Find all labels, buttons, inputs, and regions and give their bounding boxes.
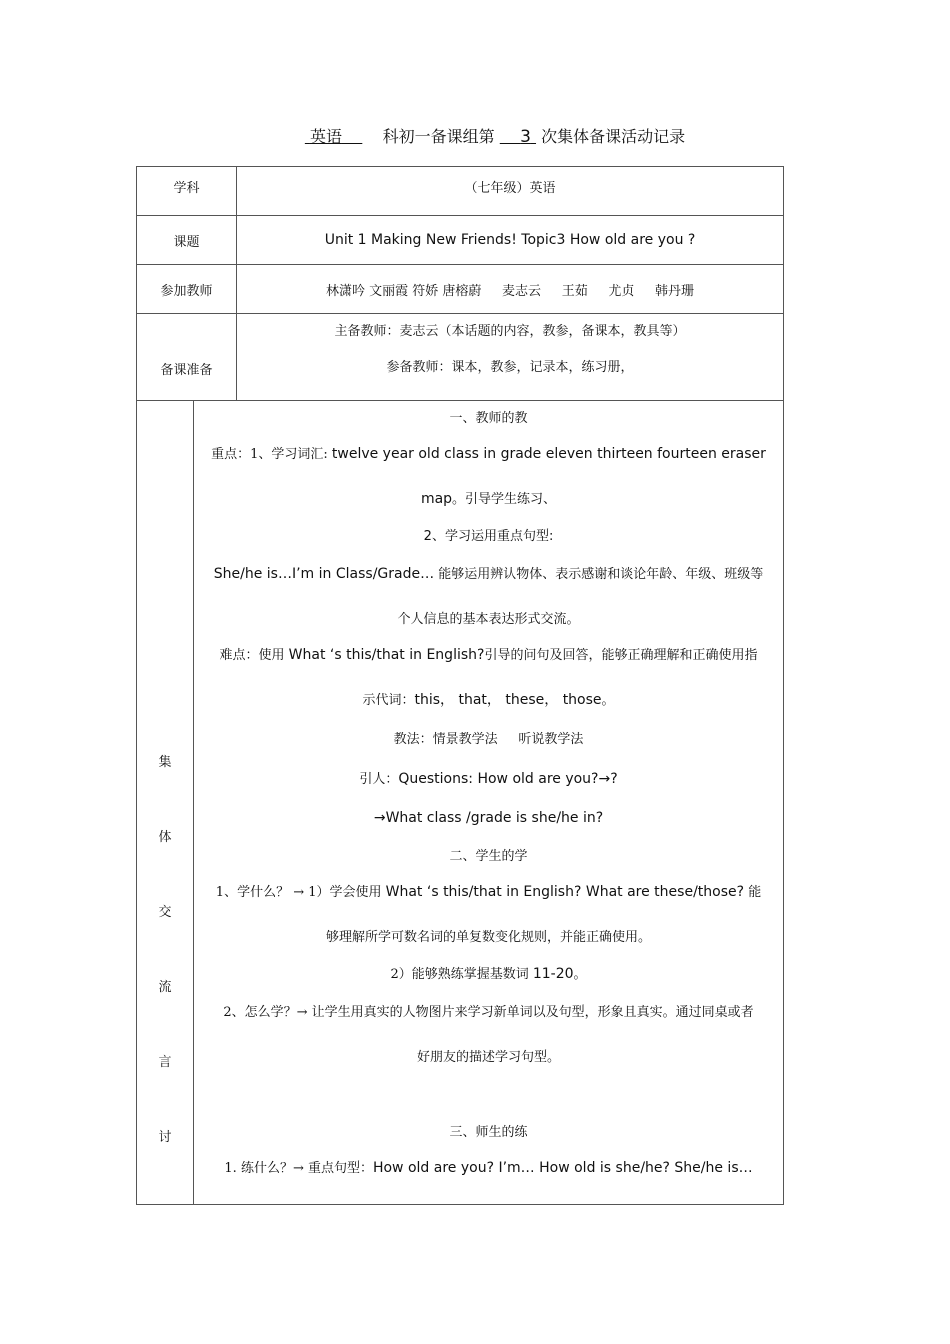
- learn-numbers: 2）能够熟练掌握基数词 11-20。: [390, 966, 587, 982]
- page-title: [0, 124, 950, 147]
- subject-label: 学科: [137, 167, 237, 216]
- subject-value: （七年级）英语: [237, 167, 784, 216]
- difficult-point: 难点：使用 What ‘s this/that in English?引导的问句及回答，能够正确理解和正确使用指: [219, 647, 758, 663]
- row-teachers: [137, 265, 784, 314]
- difficult-point-cont: 示代词：this， that， these， those。: [362, 692, 615, 708]
- side-char: 言: [158, 1055, 172, 1070]
- lead-in: 引人：Questions: How old are you?→?: [359, 771, 618, 787]
- title-number: 3: [520, 127, 531, 147]
- section-practice-title: 三、师生的练: [449, 1125, 528, 1140]
- row-prep: [137, 314, 784, 401]
- learn-how-cont: 好朋友的描述学习句型。: [417, 1050, 561, 1065]
- prep-main-teacher: 主备教师：麦志云（本话题的内容，教参，备课本，教具等）: [334, 324, 686, 339]
- side-char: 讨: [158, 1130, 172, 1145]
- key-point-sentences-cont: 个人信息的基本表达形式交流。: [397, 612, 580, 627]
- record-table: [136, 166, 784, 1205]
- prep-other-teachers: 参备教师：课本，教参，记录本，练习册，: [386, 360, 634, 375]
- key-point-sentences-detail: She/he is…I’m in Class/Grade… 能够运用辨认物体、表示感谢和谈论年龄、年级、班级等: [213, 566, 764, 582]
- key-point-vocab-cont: map。引导学生练习、: [420, 491, 557, 507]
- topic-value: Unit 1 Making New Friends! Topic3 How old are you ?: [237, 216, 784, 265]
- side-char: 集: [158, 755, 172, 770]
- topic-label: 课题: [137, 216, 237, 265]
- teachers-label: 参加教师: [137, 265, 237, 314]
- row-subject: [137, 167, 784, 216]
- side-char: 流: [158, 980, 172, 995]
- discussion-side-label: [137, 401, 194, 1205]
- key-point-vocab: 重点：1、学习词汇: twelve year old class in grade eleven thirteen fourteen eraser: [211, 446, 766, 462]
- teaching-method: 教法：情景教学法 听说教学法: [393, 732, 584, 747]
- title-subject: 英语: [309, 127, 342, 146]
- row-discussion: [137, 401, 784, 1205]
- teachers-value: 林潇吟 文丽霞 符娇 唐榕蔚 麦志云 王茹 尤贞 韩丹珊: [237, 265, 784, 314]
- prep-label: 备课准备: [137, 314, 237, 401]
- prep-value: [237, 314, 784, 401]
- title-suffix: 次集体备课活动记录: [541, 127, 686, 146]
- lead-in-cont: →What class /grade is she/he in?: [373, 810, 604, 826]
- side-char: 交: [158, 905, 172, 920]
- row-topic: [137, 216, 784, 265]
- learn-what-cont: 够理解所学可数名词的单复数变化规则，并能正确使用。: [326, 930, 652, 945]
- key-point-sentences: 2、学习运用重点句型:: [423, 529, 554, 544]
- learn-what: 1、学什么？ → 1）学会使用 What ‘s this/that in English? What are these/those? 能: [215, 884, 762, 900]
- section-student-title: 二、学生的学: [449, 849, 528, 864]
- section-teacher-title: 一、教师的教: [449, 411, 528, 426]
- practice-what: 1. 练什么？→ 重点句型：How old are you? I’m… How old is she/he? She/he is…: [224, 1160, 753, 1176]
- side-char: 体: [158, 830, 172, 845]
- discussion-content: [194, 401, 784, 1205]
- title-middle: 科初一备课组第: [382, 127, 495, 146]
- learn-how: 2、怎么学？→ 让学生用真实的人物图片来学习新单词以及句型，形象且真实。通过同桌或者: [223, 1005, 754, 1020]
